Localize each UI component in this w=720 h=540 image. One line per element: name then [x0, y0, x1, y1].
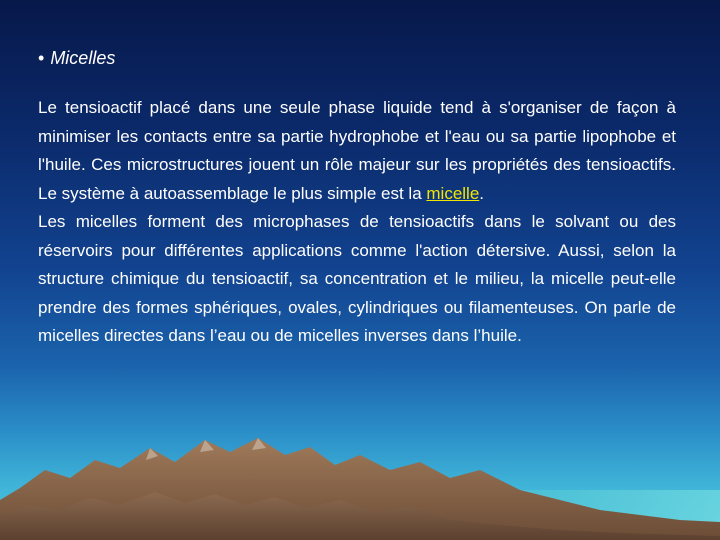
paragraph-1-text: Le tensioactif placé dans une seule phase liquide tend à s'organiser de façon à minimiser les contacts entre sa partie hydrophobe et l'eau ou sa partie lipophobe et l'huile. Ces microstructures jouent un rôle majeur sur les propriétés des tensioactifs. Le système à autoassemblage le plus simple est la — [38, 98, 676, 203]
micelle-link[interactable]: micelle — [426, 183, 480, 203]
heading-text: Micelles — [50, 48, 116, 68]
bullet-marker: • — [38, 48, 45, 68]
paragraph-1-end: . — [479, 183, 485, 203]
slide-content — [38, 44, 676, 351]
paragraph-2: Les micelles forment des microphases de tensioactifs dans le solvant ou des réservoirs pour différentes applications comme l'action détersive. Aussi, selon la structure chimique du tensioactif, sa concentration et le milieu, la micelle peut-elle prendre des formes sphériques, ovales, cylindriques ou filamenteuses. On parle de micelles directes dans l’eau ou de micelles inverses dans l’huile. — [38, 212, 676, 345]
paragraph-1 — [38, 94, 676, 208]
slide-heading — [38, 44, 676, 72]
